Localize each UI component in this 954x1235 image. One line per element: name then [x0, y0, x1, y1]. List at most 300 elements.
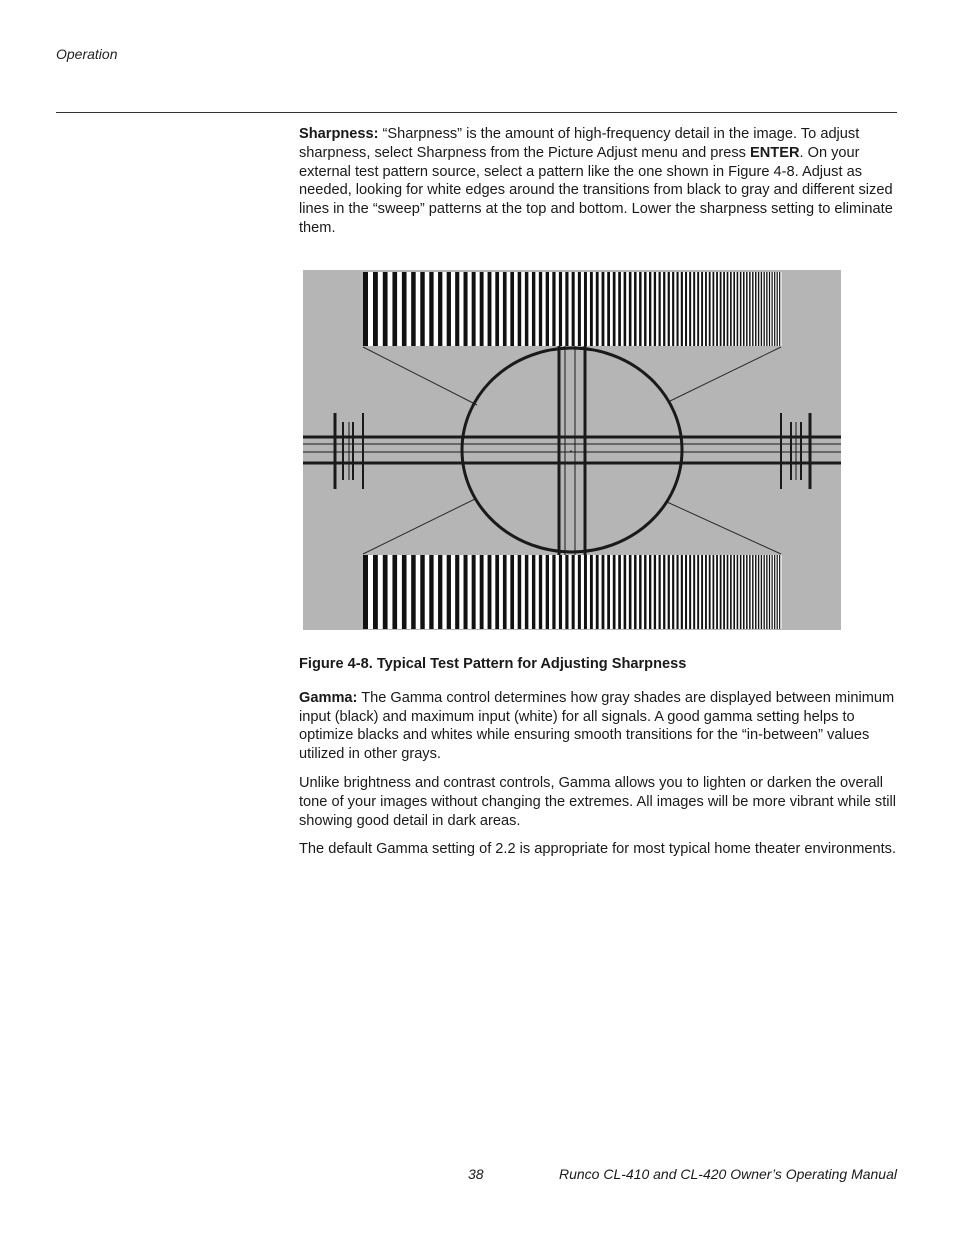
sweep-bar [480, 555, 484, 629]
sweep-bar [758, 555, 759, 629]
sweep-gap [626, 272, 629, 346]
sweep-gap [616, 555, 619, 629]
sweep-bar [578, 272, 581, 346]
sweep-gap [535, 272, 538, 346]
sweep-bar [720, 555, 722, 629]
sweep-bar [709, 555, 711, 629]
sweep-gap [674, 272, 676, 346]
sweep-gap [549, 555, 552, 629]
sweep-gap [768, 272, 769, 346]
sweep-bar [602, 555, 605, 629]
sweep-bar [659, 555, 661, 629]
sweep-bar [590, 272, 593, 346]
running-header: Operation [56, 46, 118, 62]
sweep-bar [779, 272, 780, 346]
sweep-gap [499, 272, 503, 346]
sweep-gap [368, 272, 373, 346]
sweep-bar [672, 272, 674, 346]
sweep-gap [757, 272, 758, 346]
sweep-gap [535, 555, 538, 629]
sweep-gap [691, 272, 693, 346]
sweep-bar [681, 555, 683, 629]
sweep-gap [569, 272, 572, 346]
sweep-gap [699, 555, 701, 629]
sweep-bar [766, 555, 767, 629]
sweep-gap [604, 272, 607, 346]
sweep-gap [528, 555, 532, 629]
sweep-bar [701, 555, 703, 629]
page-content [299, 125, 897, 859]
sweep-gap [770, 272, 771, 346]
sweep-gap [775, 555, 776, 629]
sweep-bar [654, 272, 656, 346]
sweep-gap [556, 272, 559, 346]
gamma-paragraph [299, 689, 897, 764]
sweep-gap [562, 555, 565, 629]
sweep-bar [772, 555, 773, 629]
sweep-gap [665, 555, 667, 629]
sharpness-paragraph [299, 125, 897, 238]
sweep-gap [610, 555, 613, 629]
sweep-gap [718, 555, 720, 629]
page-number: 38 [468, 1166, 484, 1182]
sweep-bar [693, 555, 695, 629]
sweep-bar [764, 555, 765, 629]
sweep-bar [438, 555, 442, 629]
sweep-gap [711, 555, 713, 629]
sweep-gap [741, 272, 743, 346]
sweep-bar [472, 555, 476, 629]
sweep-bar [723, 555, 725, 629]
gamma-paragraph-3: The default Gamma setting of 2.2 is appropriate for most typical home theater environments. [299, 841, 897, 858]
sweep-bar [402, 555, 407, 629]
sweep-bar [677, 272, 679, 346]
sweep-bar [503, 272, 507, 346]
sweep-bar [740, 555, 742, 629]
sweep-bar [713, 272, 715, 346]
sweep-bar [644, 555, 646, 629]
bottom-sweep-pattern [363, 555, 782, 629]
sweep-bar [749, 272, 750, 346]
sweep-bar [649, 555, 651, 629]
sweep-gap [748, 272, 750, 346]
sweep-bar [755, 272, 756, 346]
sweep-bar [746, 555, 748, 629]
sweep-bar [539, 555, 542, 629]
sweep-bar [777, 555, 778, 629]
sweep-gap [507, 555, 511, 629]
sweep-bar [740, 272, 742, 346]
sweep-gap [759, 272, 760, 346]
sweep-gap [651, 555, 653, 629]
sweep-bar [559, 555, 562, 629]
sweep-gap [735, 555, 737, 629]
sweep-gap [407, 555, 412, 629]
sweep-bar [392, 555, 397, 629]
center-dot [570, 450, 572, 452]
sweep-gap [707, 555, 709, 629]
sweep-bar [761, 555, 762, 629]
sweep-gap [665, 272, 667, 346]
sweep-bar [743, 272, 745, 346]
sweep-bar [634, 272, 637, 346]
sweep-gap [514, 272, 518, 346]
sweep-bar [392, 272, 397, 346]
sweep-bar [596, 272, 599, 346]
sweep-bar [755, 555, 756, 629]
sweep-bar [480, 272, 484, 346]
sweep-gap [725, 272, 727, 346]
sweep-bar [774, 272, 775, 346]
sweep-bar [772, 272, 773, 346]
sweep-bar [733, 272, 735, 346]
sweep-bar [720, 272, 722, 346]
sweep-bar [713, 555, 715, 629]
sweep-gap [714, 555, 716, 629]
sweep-gap [507, 272, 511, 346]
sweep-gap [451, 555, 455, 629]
sweep-gap [674, 555, 676, 629]
sweep-gap [732, 555, 734, 629]
sweep-gap [459, 272, 463, 346]
sweep-gap [707, 272, 709, 346]
sweep-gap [738, 555, 740, 629]
sweep-bar [723, 272, 725, 346]
sharpness-text-2: . On your external test pattern source, select a pattern like the one shown in Figure 4-8. Adjust as needed, looking for white edges around the transitions from black to gray and different sized lines in the “sweep” patterns at the top and bottom. Lower the sharpness setting to eliminate them. [299, 144, 893, 236]
sweep-bar [613, 555, 616, 629]
sweep-gap [425, 272, 429, 346]
sweep-bar [464, 272, 468, 346]
sweep-bar [590, 555, 593, 629]
sweep-gap [604, 555, 607, 629]
sweep-bar [677, 555, 679, 629]
sweep-bar [752, 272, 753, 346]
sweep-gap [434, 272, 438, 346]
sweep-bar [758, 272, 759, 346]
sweep-bar [525, 555, 529, 629]
sweep-gap [556, 555, 559, 629]
sweep-bar [559, 272, 562, 346]
sweep-gap [748, 555, 750, 629]
sweep-gap [642, 272, 644, 346]
sweep-bar [447, 272, 451, 346]
sweep-gap [397, 272, 402, 346]
sweep-bar [373, 272, 378, 346]
sharpness-term: Sharpness: [299, 126, 379, 142]
sweep-gap [745, 272, 747, 346]
sweep-bar [701, 272, 703, 346]
sweep-gap [683, 272, 685, 346]
sweep-gap [368, 555, 373, 629]
sweep-gap [637, 272, 640, 346]
sweep-bar [546, 555, 549, 629]
sweep-gap [718, 272, 720, 346]
sweep-gap [765, 272, 766, 346]
sweep-gap [468, 555, 472, 629]
sweep-bar [602, 272, 605, 346]
sweep-gap [491, 555, 495, 629]
sweep-gap [599, 272, 602, 346]
sweep-bar [532, 555, 535, 629]
sweep-bar [779, 555, 780, 629]
sweep-gap [562, 272, 565, 346]
sweep-gap [388, 272, 393, 346]
sweep-gap [587, 555, 590, 629]
sweep-gap [765, 555, 766, 629]
sweep-gap [647, 272, 649, 346]
sweep-gap [679, 272, 681, 346]
sweep-gap [637, 555, 640, 629]
sweep-bar [639, 555, 641, 629]
sweep-gap [549, 272, 552, 346]
sweep-bar [663, 272, 665, 346]
sweep-bar [705, 555, 707, 629]
sweep-gap [599, 555, 602, 629]
sweep-bar [689, 555, 691, 629]
sweep-gap [593, 272, 596, 346]
sweep-bar [685, 272, 687, 346]
sweep-gap [642, 555, 644, 629]
sweep-bar [777, 272, 778, 346]
sweep-bar [659, 272, 661, 346]
sweep-bar [629, 555, 632, 629]
sweep-gap [670, 272, 672, 346]
sweep-bar [495, 555, 499, 629]
sweep-bar [455, 555, 459, 629]
test-pattern-graphic [303, 270, 841, 630]
sweep-gap [610, 272, 613, 346]
sweep-bar [503, 555, 507, 629]
sweep-gap [735, 272, 737, 346]
sweep-gap [647, 555, 649, 629]
sweep-bar [578, 555, 581, 629]
sweep-gap [732, 272, 734, 346]
sweep-bar [681, 272, 683, 346]
gamma-term: Gamma: [299, 689, 358, 706]
sweep-bar [672, 555, 674, 629]
sweep-gap [621, 272, 624, 346]
sweep-bar [752, 555, 753, 629]
sweep-gap [757, 555, 758, 629]
sweep-gap [476, 555, 480, 629]
sweep-bar [727, 272, 729, 346]
sweep-gap [521, 272, 525, 346]
sweep-bar [766, 272, 767, 346]
sweep-gap [679, 555, 681, 629]
sweep-bar [472, 272, 476, 346]
sweep-gap [476, 272, 480, 346]
sweep-gap [416, 555, 421, 629]
sweep-bar [525, 272, 529, 346]
sweep-bar [663, 555, 665, 629]
sweep-gap [661, 555, 663, 629]
sweep-bar [730, 272, 732, 346]
sweep-bar [373, 555, 378, 629]
sweep-bar [565, 555, 568, 629]
sweep-gap [703, 272, 705, 346]
gamma-paragraph-2: Unlike brightness and contrast controls, Gamma allows you to lighten or darken the overall tone of your images without changing the extremes. All images will be more vibrant while still showing good detail in dark areas. [299, 774, 897, 829]
sweep-bar [510, 555, 514, 629]
sweep-gap [626, 555, 629, 629]
sweep-bar [518, 555, 522, 629]
sweep-gap [397, 555, 402, 629]
sweep-gap [542, 555, 545, 629]
sweep-bar [685, 555, 687, 629]
sweep-bar [518, 272, 522, 346]
gamma-text: The Gamma control determines how gray shades are displayed between minimum input (black) and maximum input (white) for all signals. A good gamma setting helps to optimize blacks and whites while ensuring smooth transitions for the “in-between” values utilized in other grays. [299, 689, 895, 763]
sweep-gap [416, 272, 421, 346]
sweep-gap [388, 555, 393, 629]
sweep-gap [451, 272, 455, 346]
sweep-gap [751, 272, 752, 346]
sweep-bar [733, 555, 735, 629]
sweep-bar [769, 555, 770, 629]
sweep-gap [714, 272, 716, 346]
sweep-bar [363, 555, 368, 629]
sweep-gap [683, 555, 685, 629]
sweep-gap [711, 272, 713, 346]
sweep-gap [661, 272, 663, 346]
sweep-gap [722, 272, 724, 346]
sweep-bar [584, 272, 587, 346]
sweep-gap [621, 555, 624, 629]
sweep-bar [743, 555, 745, 629]
sweep-bar [488, 272, 492, 346]
sweep-gap [514, 555, 518, 629]
sweep-bar [668, 555, 670, 629]
sweep-gap [770, 555, 771, 629]
sweep-gap [442, 272, 446, 346]
sweep-bar [774, 555, 775, 629]
sweep-gap [687, 555, 689, 629]
sweep-gap [768, 555, 769, 629]
sweep-gap [521, 555, 525, 629]
sweep-gap [575, 272, 578, 346]
sweep-gap [762, 272, 763, 346]
sweep-gap [587, 272, 590, 346]
sweep-bar [495, 272, 499, 346]
sweep-gap [738, 272, 740, 346]
sweep-gap [778, 555, 779, 629]
sweep-gap [725, 555, 727, 629]
sweep-gap [442, 555, 446, 629]
sweep-gap [741, 555, 743, 629]
sweep-bar [624, 555, 627, 629]
sweep-gap [569, 555, 572, 629]
sweep-bar [565, 272, 568, 346]
sweep-gap [695, 272, 697, 346]
sweep-gap [754, 272, 755, 346]
sweep-bar [730, 555, 732, 629]
sweep-bar [618, 272, 621, 346]
sweep-gap [728, 272, 730, 346]
sweep-bar [596, 555, 599, 629]
sweep-gap [759, 555, 760, 629]
sweep-bar [764, 272, 765, 346]
sweep-bar [411, 555, 416, 629]
sweep-bar [539, 272, 542, 346]
sweep-bar [716, 555, 718, 629]
sweep-bar [668, 272, 670, 346]
sweep-gap [773, 272, 774, 346]
sweep-bar [749, 555, 750, 629]
sweep-gap [484, 272, 488, 346]
sweep-bar [649, 272, 651, 346]
sweep-gap [378, 555, 383, 629]
sweep-gap [656, 272, 658, 346]
header-rule [56, 112, 897, 113]
sweep-gap [703, 555, 705, 629]
sweep-bar [697, 555, 699, 629]
sweep-bar [510, 272, 514, 346]
sweep-bar [429, 272, 433, 346]
sweep-bar [761, 272, 762, 346]
sweep-gap [695, 555, 697, 629]
sharpness-text-1: “Sharpness” is the amount of high-frequency detail in the image. To adjust sharpness, select Sharpness from the Picture Adjust menu and press [299, 126, 860, 161]
sweep-gap [754, 555, 755, 629]
sweep-gap [670, 555, 672, 629]
sweep-bar [447, 555, 451, 629]
sweep-bar [737, 555, 739, 629]
sweep-gap [468, 272, 472, 346]
sweep-gap [778, 272, 779, 346]
sweep-gap [699, 272, 701, 346]
sweep-gap [745, 555, 747, 629]
sweep-gap [593, 555, 596, 629]
sweep-gap [722, 555, 724, 629]
sweep-bar [613, 272, 616, 346]
sweep-bar [552, 555, 555, 629]
sweep-bar [607, 555, 610, 629]
sweep-bar [363, 272, 368, 346]
sweep-gap [499, 555, 503, 629]
figure-caption: Figure 4-8. Typical Test Pattern for Adjusting Sharpness [299, 655, 687, 672]
sweep-bar [629, 272, 632, 346]
sweep-bar [618, 555, 621, 629]
sweep-gap [484, 555, 488, 629]
sweep-bar [639, 272, 641, 346]
sweep-gap [728, 555, 730, 629]
sweep-bar [464, 555, 468, 629]
sweep-bar [697, 272, 699, 346]
sweep-gap [631, 555, 634, 629]
sweep-gap [581, 272, 584, 346]
sweep-gap [581, 555, 584, 629]
sweep-gap [575, 555, 578, 629]
sweep-gap [491, 272, 495, 346]
sharpness-test-pattern [303, 270, 841, 630]
sweep-gap [425, 555, 429, 629]
sweep-gap [775, 272, 776, 346]
sweep-bar [438, 272, 442, 346]
sweep-bar [572, 272, 575, 346]
sweep-bar [584, 555, 587, 629]
sweep-gap [378, 272, 383, 346]
enter-key: ENTER [750, 144, 800, 161]
sweep-gap [407, 272, 412, 346]
sweep-gap [656, 555, 658, 629]
sweep-bar [737, 272, 739, 346]
sweep-gap [459, 555, 463, 629]
sweep-bar [709, 272, 711, 346]
sweep-bar [572, 555, 575, 629]
sweep-gap [751, 555, 752, 629]
sweep-bar [411, 272, 416, 346]
sweep-gap [528, 272, 532, 346]
sweep-gap [631, 272, 634, 346]
sweep-bar [746, 272, 748, 346]
sweep-gap [434, 555, 438, 629]
